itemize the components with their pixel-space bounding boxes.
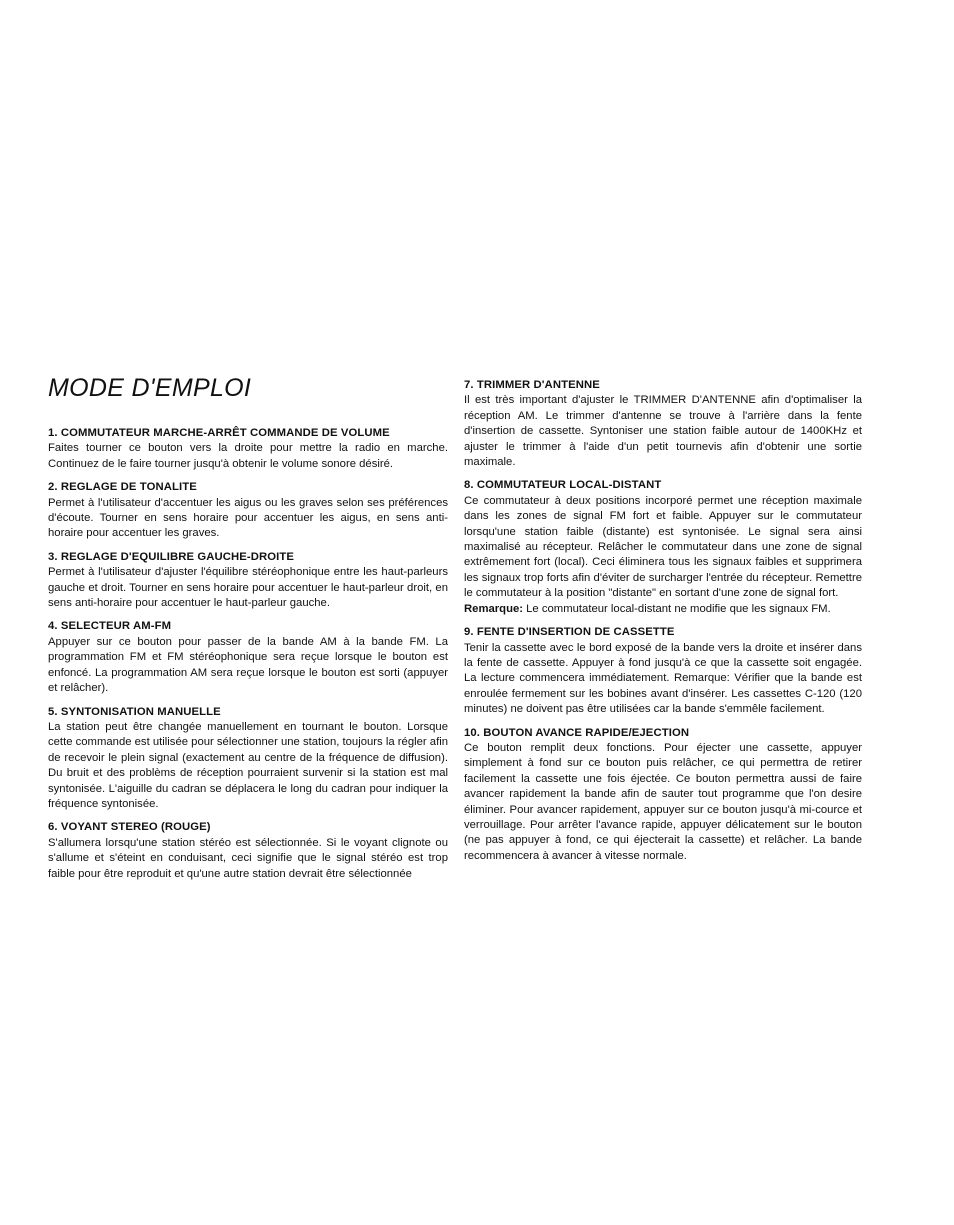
left-column xyxy=(48,426,448,890)
section-heading: 10. BOUTON AVANCE RAPIDE/EJECTION xyxy=(464,726,690,739)
remark-text: Le commutateur local-distant ne modifie que les signaux FM. xyxy=(523,602,831,615)
section-manual-tuning xyxy=(48,705,448,813)
section-balance xyxy=(48,550,448,612)
section-heading: 9. FENTE D'INSERTION DE CASSETTE xyxy=(464,626,675,639)
section-body: Ce bouton remplit deux fonctions. Pour éjecter une cassette, appuyer simplement à fond sur ce bouton puis relâcher, ce qui permettra de retirer facilement la cassette une fois éjectée. Ce bouton permettra aussi de faire avancer rapidement la bande afin de sauter tout programme que l'on desire éliminer. Pour avancer rapidement, appuyer sur ce bouton jusqu'à mi-cource et verrouillage. Pour arrêter l'avance rapide, appuyer délicatement sur le bouton (ne pas appuyer à fond, ce qui éjecterait la cassette) et relâcher. La bande recommencera à avancer à vitesse normale. xyxy=(464,741,862,862)
section-heading: 3. REGLAGE D'EQUILIBRE GAUCHE-DROITE xyxy=(48,550,295,563)
section-heading: 4. SELECTEUR AM-FM xyxy=(48,620,172,633)
right-column xyxy=(464,378,862,872)
page-title: MODE D'EMPLOI xyxy=(48,374,252,402)
section-heading: 5. SYNTONISATION MANUELLE xyxy=(48,705,221,718)
section-body: Faites tourner ce bouton vers la droite pour mettre la radio en marche. Continuez de le faire tourner jusqu'à obtenir le volume sonore désiré. xyxy=(48,442,448,470)
section-stereo-indicator xyxy=(48,820,448,882)
section-body: Appuyer sur ce bouton pour passer de la bande AM à la bande FM. La programmation FM et FM stéréophonique sera reçue lorsque le bouton est enfoncé. La programmation AM sera reçue lorsque le bouton est sorti (appuyer et relâcher). xyxy=(48,635,448,695)
section-fast-forward-eject xyxy=(464,726,862,865)
section-body: Permet à l'utilisateur d'accentuer les aigus ou les graves selon ses préférences d'écoute. Tourner en sens horaire pour accentuer les aigus, en sens anti-horaire pour accentuer les graves. xyxy=(48,496,448,540)
section-local-distant xyxy=(464,478,862,617)
section-heading: 8. COMMUTATEUR LOCAL-DISTANT xyxy=(464,479,662,492)
section-heading: 2. REGLAGE DE TONALITE xyxy=(48,481,197,494)
section-body: La station peut être changée manuellement en tournant le bouton. Lorsque cette commande est utilisée pour sélectionner une station, toujours la régler afin de recevoir le plein signal (exactement au centre de la fréquence de diffusion). Du bruit et des problèms de réception pourraient survenir si la station est mal syntonisée. L'aiguille du cadran se déplacera le long du cadran pour indiquer la fréquence syntonisée. xyxy=(48,720,449,810)
section-antenna-trimmer xyxy=(464,378,862,470)
section-am-fm xyxy=(48,619,448,696)
section-body: Ce commutateur à deux positions incorporé permet une réception maximale dans les zones de signal FM fort et faible. Appuyer sur le commutateur lorsqu'une station faible (distante) est syntonisée. Le signal sera ainsi maximalisé au récepteur. Relâcher le commutateur dans une zone de signal extrêmement fort (local). Ceci éliminera tous les signaux faibles et supprimera les signaux trop forts afin d'éviter de surcharger l'entrée du récepteur. Remettre le commutateur à la position "distante" en sortant d'une zone de signal fort. xyxy=(464,494,862,600)
section-tone xyxy=(48,480,448,542)
remark-label: Remarque: xyxy=(464,602,524,615)
section-cassette-slot xyxy=(464,625,862,717)
section-heading: 7. TRIMMER D'ANTENNE xyxy=(464,379,600,391)
section-body: S'allumera lorsqu'une station stéréo est sélectionnée. Si le voyant clignote ou s'allume et s'éteint en conduisant, ceci signifie que le signal stéréo est trop faible pour être reproduit et qu'une autre station devrait être sélectionnée xyxy=(48,836,448,880)
section-volume xyxy=(48,426,448,472)
section-remark xyxy=(464,602,862,617)
section-body: Tenir la cassette avec le bord exposé de la bande vers la droite et insérer dans la fente de cassette. Appuyer à fond jusqu'à ce que la cassette soit engagée. La lecture commencera immédiatement. Remarque: Vérifier que la bande est enroulée fermement sur les bobines avant d'insérer. Les cassettes C-120 (120 minutes) ne doivent pas être utilisées car la bande s'emmêle facilement. xyxy=(464,641,862,716)
section-heading: 1. COMMUTATEUR MARCHE-ARRÊT COMMANDE DE VOLUME xyxy=(48,427,390,439)
section-heading: 6. VOYANT STEREO (ROUGE) xyxy=(48,821,211,834)
section-body: Il est très important d'ajuster le TRIMMER D'ANTENNE afin d'optimaliser la réception AM. Le trimmer d'antenne se trouve à l'arrière dans la fente d'insertion de cassette. Syntoniser une station faible autour de 1400KHz et ajuster le trimmer à l'aide d'un petit tournevis afin d'obtenir une sortie maximale. xyxy=(464,394,862,469)
section-body: Permet à l'utilisateur d'ajuster l'équilibre stéréophonique entre les haut-parleurs gauche et droit. Tourner en sens horaire pour accentuer le haut-parleur droit, en sens anti-horaire pour accentuer le haut-parleur gauche. xyxy=(48,566,448,610)
